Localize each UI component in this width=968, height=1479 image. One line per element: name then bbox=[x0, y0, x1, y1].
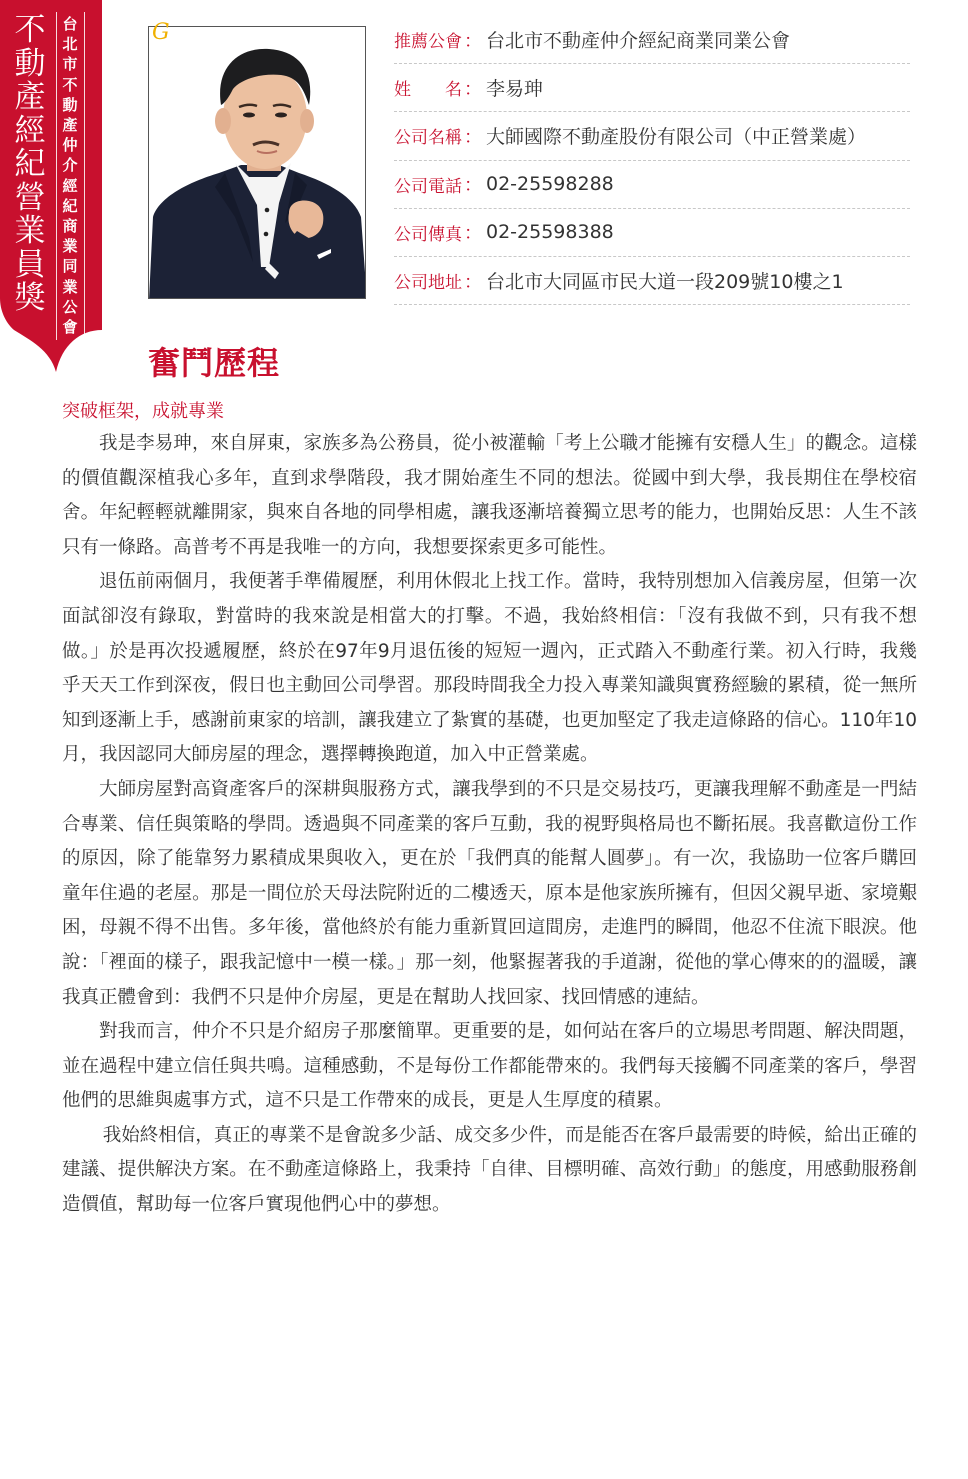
association-char: 會 bbox=[62, 318, 78, 337]
info-value: 台北市不動產仲介經紀商業同業公會 bbox=[486, 30, 791, 53]
association-char: 仲 bbox=[62, 136, 78, 155]
association-char: 介 bbox=[62, 156, 78, 175]
award-title-char: 動 bbox=[14, 45, 46, 82]
award-title-char: 紀 bbox=[14, 146, 46, 182]
association-char: 經 bbox=[62, 176, 78, 195]
association-char: 產 bbox=[62, 116, 78, 135]
info-value: 02-25598288 bbox=[486, 173, 614, 196]
association-char: 不 bbox=[62, 75, 78, 94]
info-label: 公司名稱 bbox=[394, 128, 462, 149]
association-char: 北 bbox=[62, 35, 78, 54]
story-paragraph: 對我而言，仲介不只是介紹房子那麼簡單。更重要的是，如何站在客戶的立場思考問題、解決問題，並在過程中建立信任與共鳴。這種感動，不是每份工作都能帶來的。我們每天接觸不同產業的客戶，學習他們的思維與處事方式，這不只是工作帶來的成長，更是人生厚度的積累。 bbox=[62, 1021, 917, 1112]
info-colon: ： bbox=[464, 30, 482, 52]
award-title-char: 經 bbox=[14, 112, 46, 149]
award-title-char: 產 bbox=[14, 79, 46, 115]
award-title-char: 員 bbox=[14, 246, 46, 283]
info-label: 姓 名 bbox=[394, 80, 462, 101]
story-paragraph: 大師房屋對高資產客戶的深耕與服務方式，讓我學到的不只是交易技巧，更讓我理解不動產是一門結合專業、信任與策略的學問。透過與不同產業的客戶互動，我的視野與格局也不斷拓展。我喜歡這份工作的原因，除了能靠努力累積成果與收入，更在於「我們真的能幫人圓夢」。有一次，我協助一位客戶購回童年住過的老屋。那是一間位於天母法院附近的二樓透天，原本是他家族所擁有，但因父親早逝、家境艱困，母親不得不出售。多年後，當他終於有能力重新買回這間房，走進門的瞬間，他忍不住流下眼淚。他說：「裡面的樣子，跟我記憶中一模一樣。」那一刻，他緊握著我的手道謝，從他的掌心傳來的的溫暖，讓我真正體會到：我們不只是仲介房屋，更是在幫助人找回家、找回情感的連結。 bbox=[62, 778, 917, 1008]
info-colon: ： bbox=[464, 223, 482, 245]
award-banner bbox=[0, 0, 102, 372]
info-row-name bbox=[394, 64, 910, 112]
decorative-mark-icon: G bbox=[152, 20, 170, 45]
info-value: 李易珅 bbox=[486, 78, 544, 101]
association-name bbox=[60, 14, 80, 337]
banner-divider-left bbox=[56, 12, 57, 340]
info-label: 公司傳真 bbox=[394, 224, 462, 245]
association-char: 紀 bbox=[62, 196, 78, 215]
info-row-address bbox=[394, 257, 910, 305]
association-char: 同 bbox=[62, 257, 78, 276]
info-row-fax bbox=[394, 209, 910, 257]
award-title-char: 業 bbox=[14, 213, 46, 249]
story-paragraph: 退伍前兩個月，我便著手準備履歷，利用休假北上找工作。當時，我特別想加入信義房屋，但第一次面試卻沒有錄取，對當時的我來說是相當大的打擊。不過，我始終相信：「沒有我做不到，只有我不想做。」於是再次投遞履歷，終於在97年9月退伍後的短短一週內，正式踏入不動產行業。初入行時，我幾乎天天工作到深夜，假日也主動回公司學習。那段時間我全力投入專業知識與實務經驗的累積，從一無所知到逐漸上手，感謝前東家的培訓，讓我建立了紮實的基礎，也更加堅定了我走這條路的信心。110年10月，我因認同大師房屋的理念，選擇轉換跑道，加入中正營業處。 bbox=[62, 571, 917, 766]
award-title bbox=[10, 14, 50, 316]
info-value: 02-25598388 bbox=[486, 221, 614, 244]
profile-info-table bbox=[394, 16, 910, 305]
association-char: 業 bbox=[62, 237, 78, 256]
association-char: 業 bbox=[62, 277, 78, 296]
info-row-association bbox=[394, 16, 910, 64]
section-title: 奮鬥歷程 bbox=[148, 344, 281, 382]
info-row-phone bbox=[394, 161, 910, 209]
info-row-company bbox=[394, 112, 910, 160]
info-colon: ： bbox=[464, 78, 482, 100]
info-label: 公司地址 bbox=[394, 273, 462, 294]
portrait-photo bbox=[148, 26, 366, 299]
association-char: 商 bbox=[62, 217, 78, 236]
info-label: 推薦公會 bbox=[394, 32, 462, 53]
association-char: 動 bbox=[62, 95, 78, 114]
association-char: 公 bbox=[62, 297, 78, 316]
association-char: 市 bbox=[62, 55, 78, 74]
info-value: 大師國際不動產股份有限公司（中正營業處） bbox=[486, 126, 867, 149]
award-title-char: 營 bbox=[14, 179, 46, 216]
section-subheading: 突破框架，成就專業 bbox=[62, 401, 224, 422]
info-label: 公司電話 bbox=[394, 176, 462, 197]
banner-divider-right bbox=[84, 12, 85, 340]
info-value: 台北市大同區市民大道一段209號10樓之1 bbox=[486, 271, 844, 294]
story-paragraph: 我始終相信，真正的專業不是會說多少話、成交多少件，而是能否在客戶最需要的時候，給出正確的建議、提供解決方案。在不動產這條路上，我秉持「自律、目標明確、高效行動」的態度，用感動服務創造價值，幫助每一位客戶實現他們心中的夢想。 bbox=[62, 1124, 917, 1216]
award-title-char: 獎 bbox=[14, 280, 46, 316]
portrait-illustration bbox=[149, 27, 366, 299]
story-body bbox=[62, 427, 917, 1223]
story-paragraph: 我是李易珅，來自屏東，家族多為公務員，從小被灌輸「考上公職才能擁有安穩人生」的觀念。這樣的價值觀深植我心多年，直到求學階段，我才開始產生不同的想法。從國中到大學，我長期住在學校宿舍。年紀輕輕就離開家，與來自各地的同學相處，讓我逐漸培養獨立思考的能力，也開始反思：人生不該只有一條路。高普考不再是我唯一的方向，我想要探索更多可能性。 bbox=[62, 433, 917, 558]
info-colon: ： bbox=[464, 271, 482, 293]
association-char: 台 bbox=[62, 15, 78, 33]
info-colon: ： bbox=[464, 126, 482, 148]
award-title-char: 不 bbox=[14, 12, 46, 48]
info-colon: ： bbox=[464, 175, 482, 197]
